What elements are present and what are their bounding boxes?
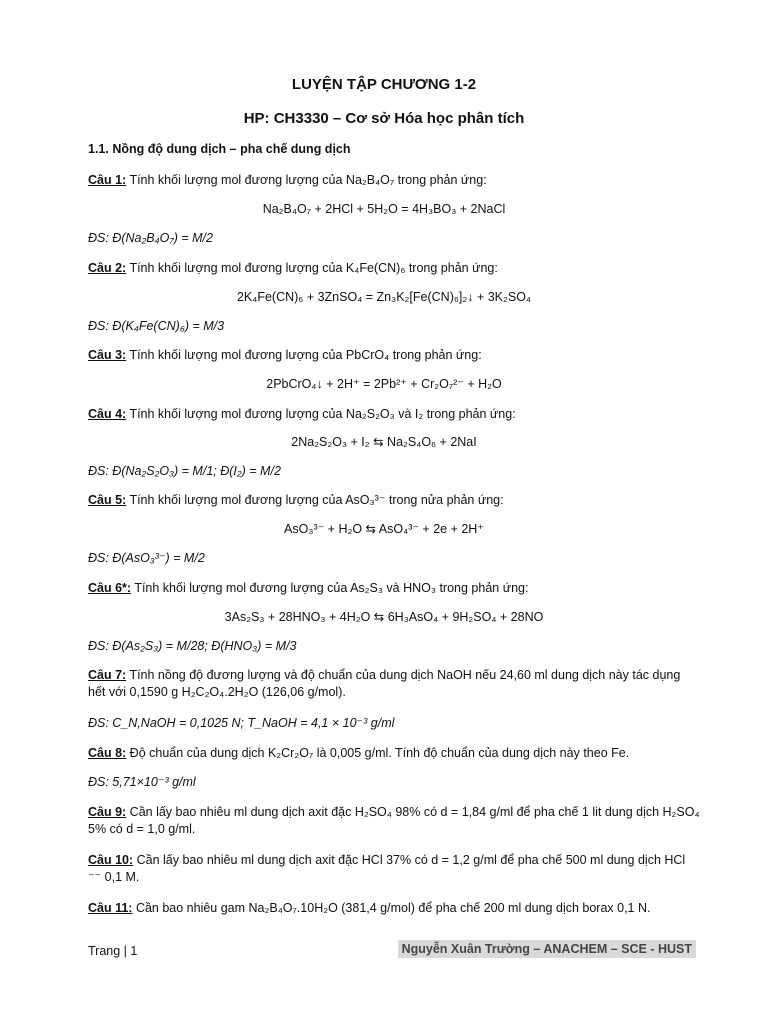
- question-text: Tính khối lượng mol đương lượng của Na₂B₄O₇ trong phản ứng:: [126, 173, 487, 187]
- equation: 3As₂S₃ + 28HNO₃ + 4H₂O ⇆ 6H₃AsO₄ + 9H₂SO₄ + 28NO: [224, 610, 544, 624]
- question-label: Câu 11:: [88, 901, 133, 915]
- question-5: [88, 492, 700, 509]
- answer: ĐS: Đ(AsO₃³⁻) = M/2: [88, 551, 205, 565]
- question-text: Tính khối lượng mol đương lượng của Na₂S₂O₃ và I₂ trong phản ứng:: [126, 407, 516, 421]
- question-text: Tính khối lượng mol đương lượng của As₂S₃ và HNO₃ trong phản ứng:: [131, 581, 529, 595]
- question-label: Câu 9:: [88, 805, 127, 819]
- question-label: Câu 3:: [88, 348, 127, 362]
- equation: 2PbCrO₄↓ + 2H⁺ = 2Pb²⁺ + Cr₂O₇²⁻ + H₂O: [266, 377, 502, 391]
- question-text: Tính nồng độ đương lượng và độ chuẩn của dung dịch NaOH nếu 24,60 ml dung dịch này tác dụng hết với 0,1590 g H₂C₂O₄.2H₂O (126,06 g/mol).: [88, 668, 681, 699]
- question-text: Cần lấy bao nhiêu ml dung dịch axit đặc HCl 37% có d = 1,2 g/ml để pha chế 500 ml dung dịch HCl ⁻⁻ 0,1 M.: [88, 853, 686, 884]
- page-number: Trang | 1: [88, 944, 138, 958]
- question-text: Tính khối lượng mol đương lượng của K₄Fe(CN)₆ trong phản ứng:: [126, 261, 498, 275]
- equation: AsO₃³⁻ + H₂O ⇆ AsO₄³⁻ + 2e + 2H⁺: [284, 522, 484, 536]
- answer: ĐS: C_N,NaOH = 0,1025 N; T_NaOH = 4,1 × 10⁻³ g/ml: [88, 716, 395, 730]
- question-3: [88, 347, 700, 364]
- question-7: [88, 667, 700, 701]
- question-text: Tính khối lượng mol đương lượng của AsO₃³⁻ trong nửa phản ứng:: [126, 493, 504, 507]
- question-label: Câu 5:: [88, 493, 127, 507]
- page-title: LUYỆN TẬP CHƯƠNG 1-2: [291, 76, 477, 93]
- section-heading: 1.1. Nồng độ dung dịch – pha chế dung dịch: [88, 142, 351, 156]
- question-label: Câu 8:: [88, 746, 127, 760]
- page-subtitle: HP: CH3330 – Cơ sở Hóa học phân tích: [243, 110, 525, 127]
- question-1: [88, 172, 700, 189]
- answer: ĐS: Đ(Na₂B₄O₇) = M/2: [88, 231, 213, 245]
- question-label: Câu 6*:: [88, 581, 132, 595]
- question-label: Câu 1:: [88, 173, 127, 187]
- question-label: Câu 2:: [88, 261, 127, 275]
- answer: ĐS: Đ(Na₂S₂O₃) = M/1; Đ(I₂) = M/2: [88, 464, 281, 478]
- equation: 2K₄Fe(CN)₆ + 3ZnSO₄ = Zn₃K₂[Fe(CN)₆]₂↓ + 3K₂SO₄: [236, 290, 532, 304]
- equation: 2Na₂S₂O₃ + I₂ ⇆ Na₂S₄O₆ + 2NaI: [291, 435, 477, 449]
- answer: ĐS: Đ(As₂S₃) = M/28; Đ(HNO₃) = M/3: [88, 639, 297, 653]
- question-text: Độ chuẩn của dung dịch K₂Cr₂O₇ là 0,005 g/ml. Tính độ chuẩn của dung dịch này theo Fe.: [126, 746, 630, 760]
- question-label: Câu 10:: [88, 853, 134, 867]
- question-label: Câu 4:: [88, 407, 127, 421]
- question-8: [88, 745, 700, 762]
- question-6: [88, 580, 700, 597]
- footer-author: Nguyễn Xuân Trường – ANACHEM – SCE - HUST: [398, 940, 696, 958]
- question-4: [88, 406, 700, 423]
- answer: ĐS: 5,71×10⁻³ g/ml: [88, 775, 196, 789]
- question-text: Cần bao nhiêu gam Na₂B₄O₇.10H₂O (381,4 g/mol) để pha chế 200 ml dung dịch borax 0,1 N.: [132, 901, 651, 915]
- question-2: [88, 260, 700, 277]
- answer: ĐS: Đ(K₄Fe(CN)₆) = M/3: [88, 319, 225, 333]
- question-text: Cần lấy bao nhiêu ml dung dịch axit đặc H₂SO₄ 98% có d = 1,84 g/ml để pha chế 1 lit dung dịch H₂SO₄ 5% có d = 1,0 g/ml.: [88, 805, 700, 836]
- question-text: Tính khối lượng mol đương lượng của PbCrO₄ trong phản ứng:: [126, 348, 482, 362]
- question-9: [88, 804, 700, 838]
- equation: Na₂B₄O₇ + 2HCl + 5H₂O = 4H₃BO₃ + 2NaCl: [262, 202, 506, 216]
- question-11: [88, 900, 700, 917]
- question-10: [88, 852, 700, 886]
- question-label: Câu 7:: [88, 668, 127, 682]
